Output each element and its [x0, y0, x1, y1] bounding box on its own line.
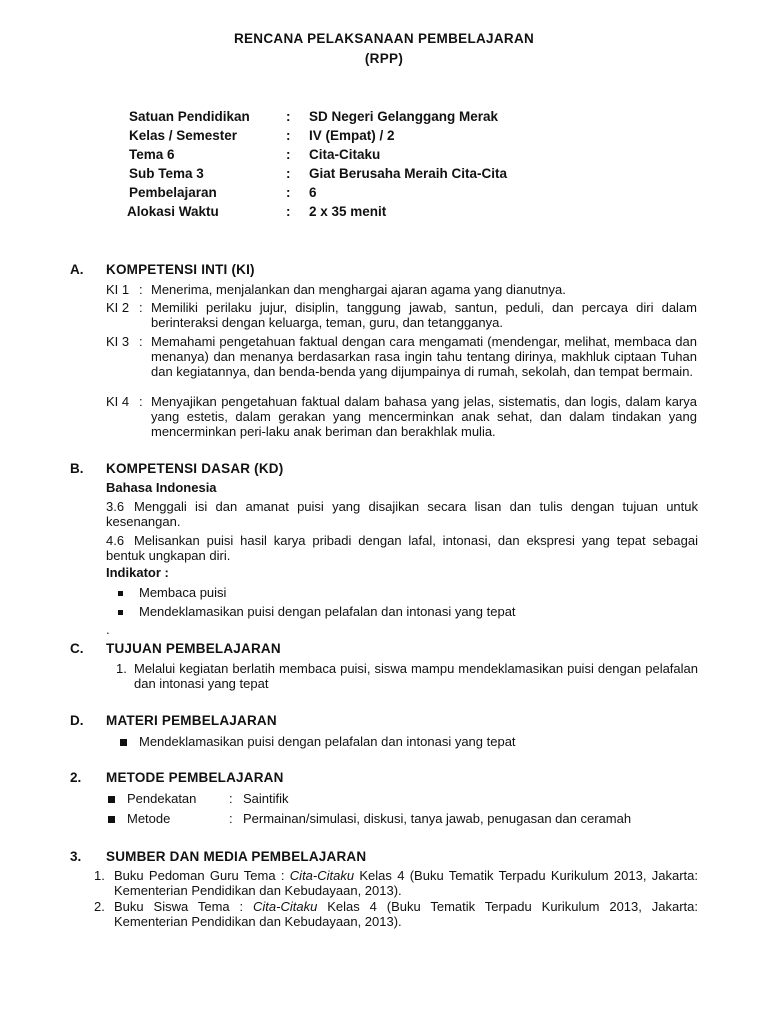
identity-sep: : — [286, 147, 291, 162]
identity-value: 6 — [309, 185, 317, 200]
indicator-text: Mendeklamasikan puisi dengan pelafalan dan intonasi yang tepat — [139, 604, 516, 619]
section-letter: B. — [70, 461, 84, 476]
identity-sep: : — [286, 204, 291, 219]
subject-heading: Bahasa Indonesia — [106, 480, 217, 495]
ki-sep: : — [139, 282, 143, 297]
indicator-label: Indikator : — [106, 565, 169, 580]
identity-value: IV (Empat) / 2 — [309, 128, 395, 143]
source-text — [114, 868, 698, 898]
ki-sep: : — [139, 334, 143, 349]
document-subtitle: (RPP) — [364, 51, 404, 66]
goal-text: Melalui kegiatan berlatih membaca puisi, siswa mampu mendeklamasikan puisi dengan pelafalan dan intonasi yang tepat — [134, 661, 698, 691]
ki-text: Menyajikan pengetahuan faktual dalam bahasa yang jelas, sistematis, dan logis, dalam karya yang estetis, dalam gerakan yang mencerminkan anak sehat, dan dalam tindakan yang mencerminkan peri-laku anak beriman dan berakhlak mulia. — [151, 394, 697, 439]
section-letter: A. — [70, 262, 84, 277]
section-letter: 2. — [70, 770, 82, 785]
source-number: 1. — [94, 868, 105, 883]
material-item — [120, 734, 516, 749]
identity-value: Giat Berusaha Meraih Cita-Cita — [309, 166, 508, 181]
kd-text-content: Menggali isi dan amanat puisi yang disajikan secara lisan dan tulis dengan tujuan untuk kesenangan. — [106, 499, 698, 529]
bullet-icon — [108, 796, 115, 803]
section-title: SUMBER DAN MEDIA PEMBELAJARAN — [106, 849, 367, 864]
ki-text: Memiliki perilaku jujur, disiplin, tanggung jawab, santun, peduli, dan percaya diri dalam berinteraksi dengan keluarga, teman, guru, dan tetangganya. — [151, 300, 697, 330]
indicator-text: Membaca puisi — [139, 585, 227, 600]
identity-sep: : — [286, 166, 291, 181]
identity-sep: : — [286, 109, 291, 124]
kd-text — [106, 499, 698, 529]
kd-number: 3.6 — [106, 499, 125, 514]
ki-label: KI 2 — [106, 300, 130, 315]
identity-label: Pembelajaran — [129, 185, 217, 200]
indicator-item — [118, 604, 516, 619]
source-pre: Buku Siswa Tema : — [114, 899, 254, 914]
method-label: Metode — [127, 811, 171, 826]
source-number: 2. — [94, 899, 105, 914]
identity-label: Alokasi Waktu — [127, 204, 219, 219]
method-value: Permainan/simulasi, diskusi, tanya jawab, penugasan dan ceramah — [243, 811, 632, 826]
section-title: METODE PEMBELAJARAN — [106, 770, 284, 785]
method-sep: : — [229, 791, 233, 806]
bullet-icon — [118, 591, 123, 596]
source-pre: Buku Pedoman Guru Tema : — [114, 868, 290, 883]
section-letter: D. — [70, 713, 84, 728]
section-letter: C. — [70, 641, 84, 656]
trailing-dot: . — [106, 622, 110, 637]
section-title: KOMPETENSI INTI (KI) — [106, 262, 255, 277]
method-row — [108, 791, 115, 806]
kd-text — [106, 533, 698, 563]
section-title: KOMPETENSI DASAR (KD) — [106, 461, 284, 476]
bullet-icon — [118, 610, 123, 615]
method-label: Pendekatan — [127, 791, 197, 806]
identity-value: SD Negeri Gelanggang Merak — [309, 109, 499, 124]
section-letter: 3. — [70, 849, 82, 864]
goal-number: 1. — [116, 661, 127, 676]
document-title: RENCANA PELAKSANAAN PEMBELAJARAN — [233, 31, 535, 46]
source-post: Kelas 4 (Buku Tematik Terpadu Kurikulum 2013, Jakarta: Kementerian Pendidikan dan Kebudayaan, 2013). — [114, 899, 698, 929]
section-title: TUJUAN PEMBELAJARAN — [106, 641, 281, 656]
source-title: Cita-Citaku — [289, 868, 355, 883]
identity-value: 2 x 35 menit — [309, 204, 387, 219]
method-sep: : — [229, 811, 233, 826]
material-text: Mendeklamasikan puisi dengan pelafalan dan intonasi yang tepat — [139, 734, 516, 749]
identity-sep: : — [286, 128, 291, 143]
source-text — [114, 899, 698, 929]
method-row — [108, 811, 115, 826]
ki-label: KI 3 — [106, 334, 130, 349]
bullet-icon — [108, 816, 115, 823]
identity-value: Cita-Citaku — [309, 147, 381, 162]
kd-number: 4.6 — [106, 533, 125, 548]
source-title: Cita-Citaku — [253, 899, 318, 914]
identity-sep: : — [286, 185, 291, 200]
method-value: Saintifik — [243, 791, 289, 806]
ki-sep: : — [139, 394, 143, 409]
ki-text: Memahami pengetahuan faktual dengan cara mengamati (mendengar, melihat, membaca dan menanya) dan menanya berdasarkan rasa ingin tahu tentang dirinya, makhluk ciptaan Tuhan dan kegiatannya, dan benda-benda yang dijumpainya di rumah, sekolah, dan tempat bermain. — [151, 334, 697, 379]
section-title: MATERI PEMBELAJARAN — [106, 713, 277, 728]
ki-label: KI 1 — [106, 282, 130, 297]
bullet-icon — [120, 739, 127, 746]
source-post: Kelas 4 (Buku Tematik Terpadu Kurikulum 2013, Jakarta: Kementerian Pendidikan dan Kebudayaan, 2013). — [114, 868, 698, 898]
identity-label: Kelas / Semester — [129, 128, 238, 143]
ki-text: Menerima, menjalankan dan menghargai ajaran agama yang dianutnya. — [151, 282, 566, 297]
identity-label: Tema 6 — [129, 147, 175, 162]
kd-text-content: Melisankan puisi hasil karya pribadi dengan lafal, intonasi, dan ekspresi yang tepat sebagai bentuk ungkapan diri. — [106, 533, 698, 563]
ki-sep: : — [139, 300, 143, 315]
identity-label: Sub Tema 3 — [129, 166, 204, 181]
indicator-item — [118, 585, 226, 600]
ki-label: KI 4 — [106, 394, 130, 409]
identity-label: Satuan Pendidikan — [129, 109, 250, 124]
